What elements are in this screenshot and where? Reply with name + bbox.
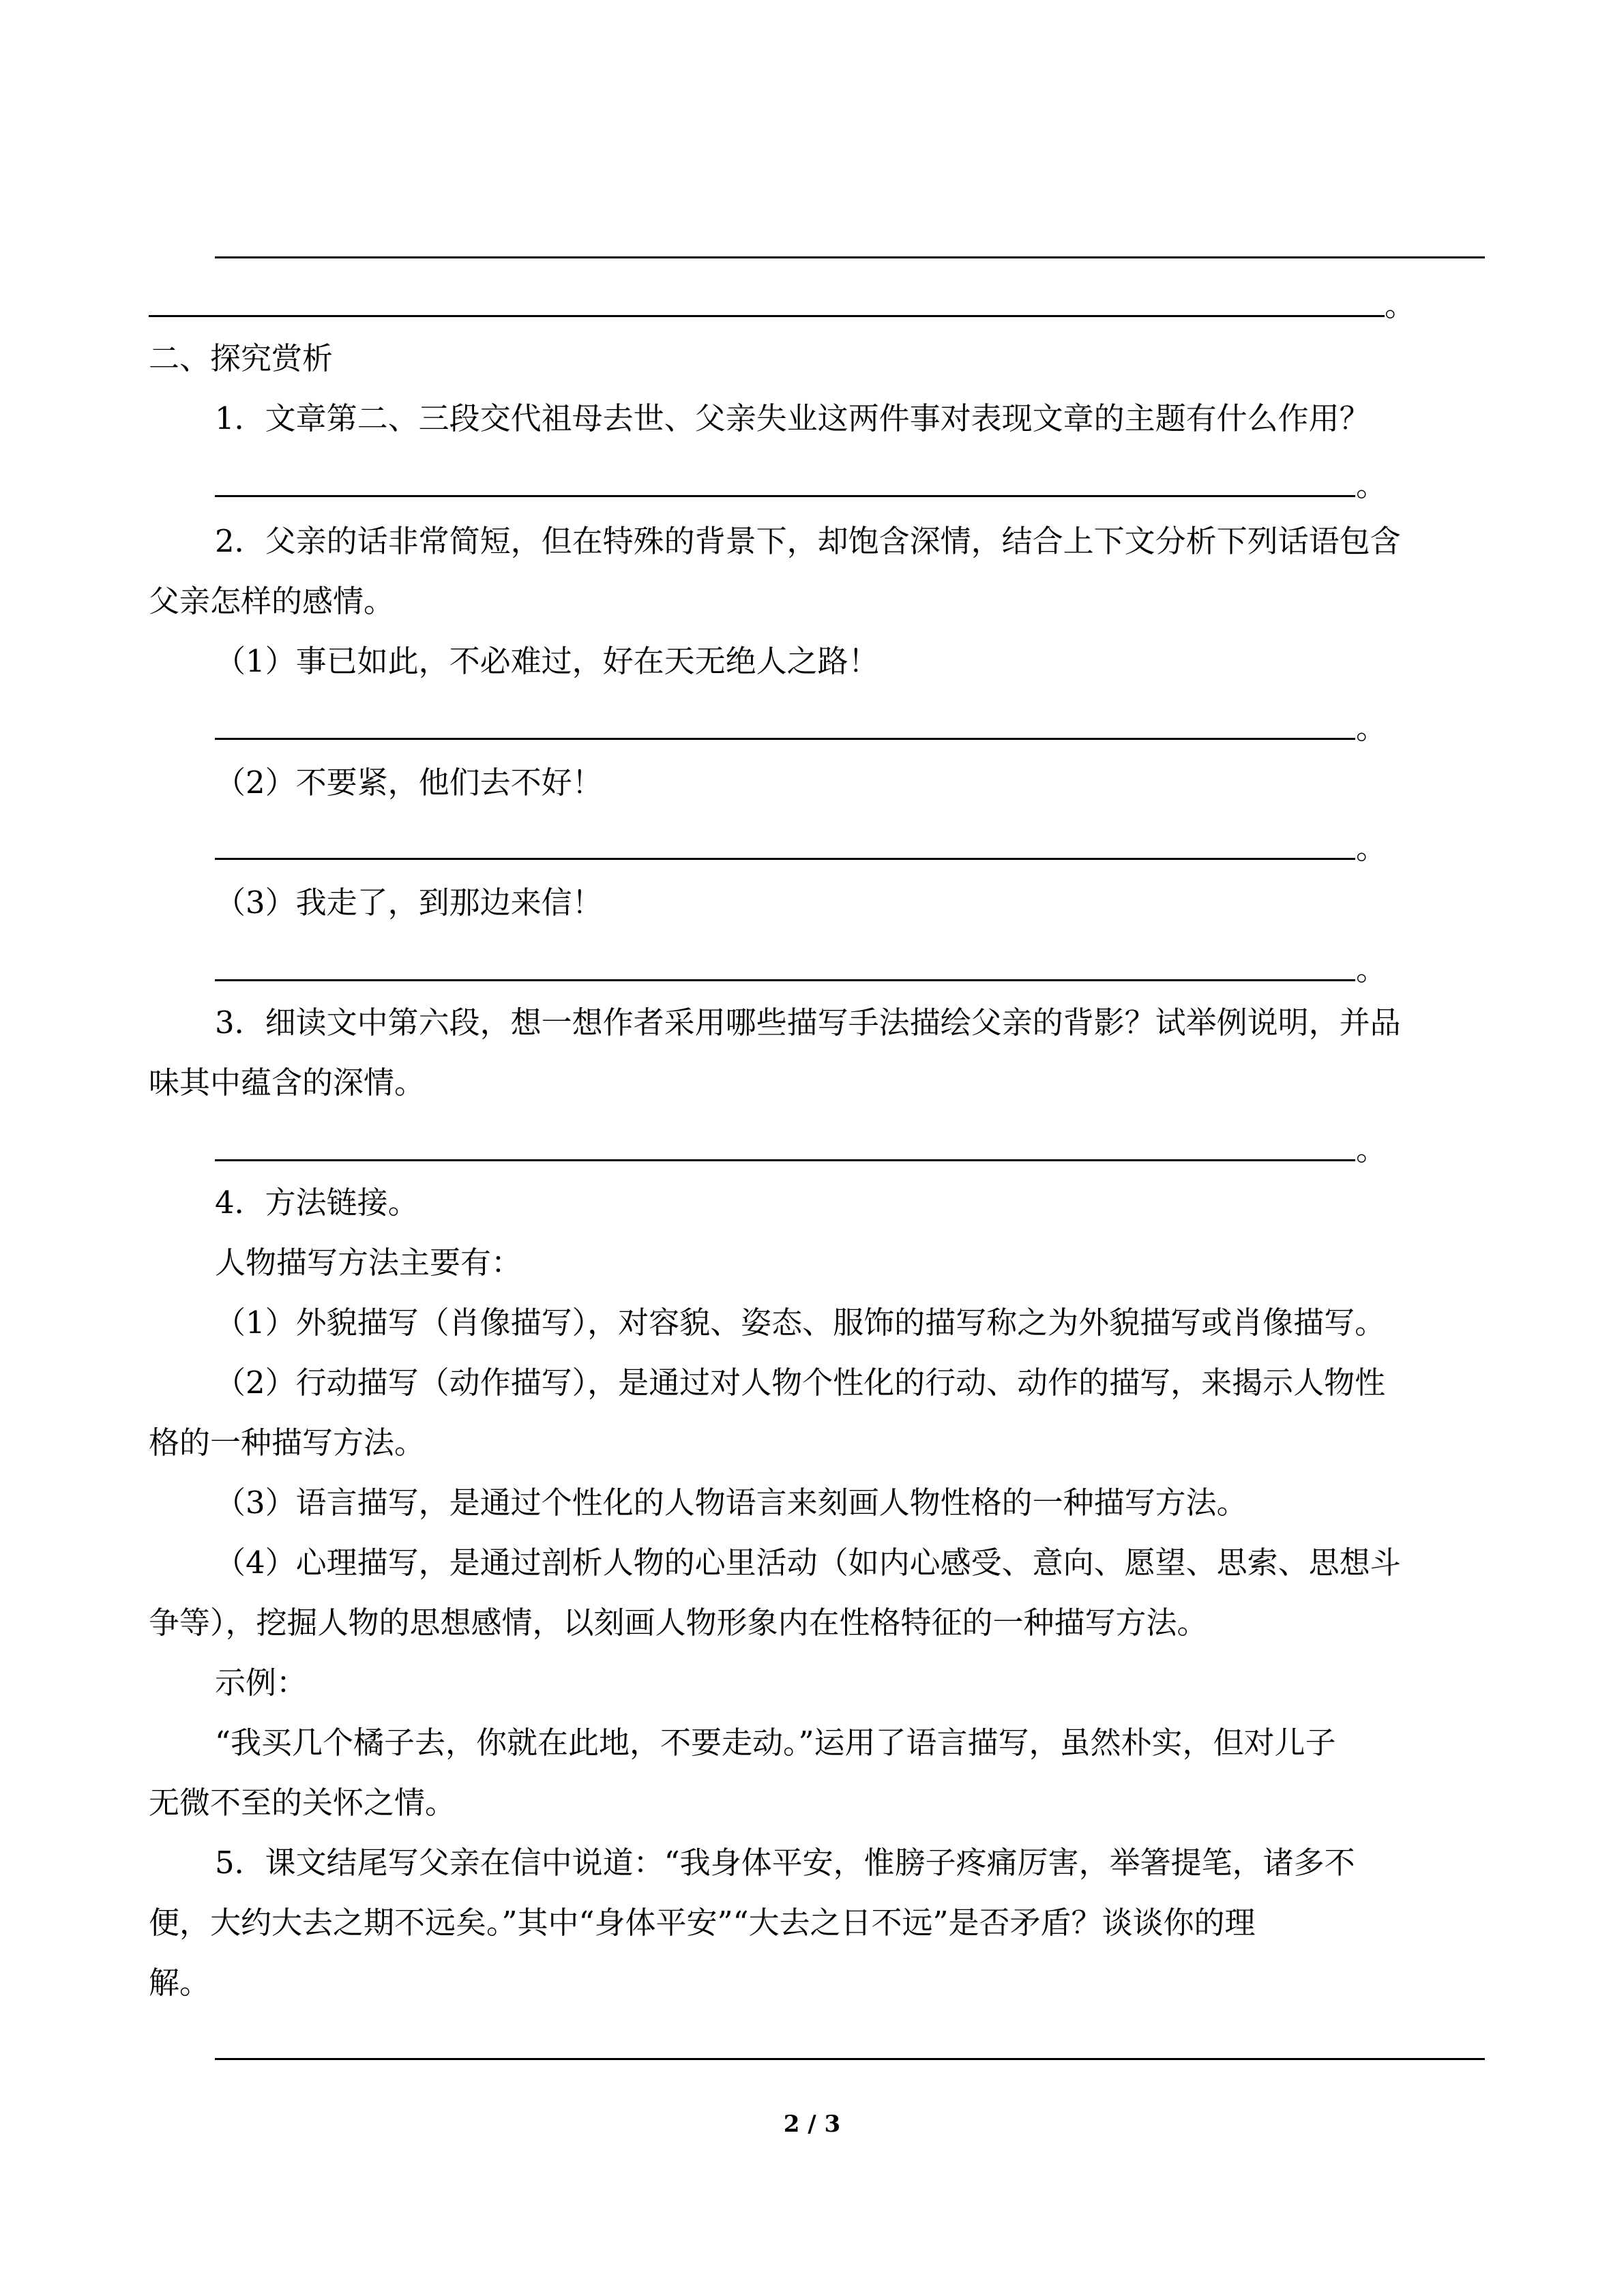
answer-line[interactable]: [215, 256, 1485, 258]
question-5-cont-2: 解。: [149, 1965, 211, 2001]
end-mark: 。: [1385, 287, 1416, 323]
question-2-sub-3: （3）我走了，到那边来信！: [215, 884, 603, 921]
answer-line[interactable]: [215, 858, 1355, 860]
question-3: 3．细读文中第六段，想一想作者采用哪些描写手法描绘父亲的背影？试举例说明，并品: [215, 1004, 1401, 1041]
question-5: 5．课文结尾写父亲在信中说道：“我身体平安，惟膀子疼痛厉害，举箸提笔，诸多不: [215, 1845, 1355, 1881]
answer-line[interactable]: [215, 738, 1355, 740]
answer-line[interactable]: [215, 495, 1355, 497]
question-2: 2．父亲的话非常简短，但在特殊的背景下，却饱含深情，结合上下文分析下列话语包含: [215, 523, 1401, 559]
method-2: （2）行动描写（动作描写），是通过对人物个性化的行动、动作的描写，来揭示人物性: [215, 1365, 1386, 1401]
end-mark: 。: [1356, 1131, 1387, 1167]
end-mark: 。: [1356, 951, 1387, 987]
question-1: 1．文章第二、三段交代祖母去世、父亲失业这两件事对表现文章的主题有什么作用？: [215, 400, 1370, 436]
end-mark: 。: [1356, 467, 1387, 503]
question-2-sub-1: （1）事已如此，不必难过，好在天无绝人之路！: [215, 643, 879, 679]
end-mark: 。: [1356, 710, 1387, 746]
method-2-cont: 格的一种描写方法。: [149, 1425, 426, 1461]
method-3: （3）语言描写，是通过个性化的人物语言来刻画人物性格的一种描写方法。: [215, 1485, 1247, 1521]
section-heading: 二、探究赏析: [149, 340, 334, 376]
example-text: “我买几个橘子去，你就在此地，不要走动。”运用了语言描写，虽然朴实，但对儿子: [215, 1725, 1336, 1761]
method-4: （4）心理描写，是通过剖析人物的心里活动（如内心感受、意向、愿望、思索、思想斗: [215, 1545, 1401, 1581]
method-4-cont: 争等），挖掘人物的思想感情，以刻画人物形象内在性格特征的一种描写方法。: [149, 1605, 1208, 1641]
method-intro: 人物描写方法主要有：: [215, 1244, 522, 1281]
question-3-cont: 味其中蕴含的深情。: [149, 1064, 426, 1101]
question-5-cont: 便，大约大去之期不远矣。”其中“身体平安”“大去之日不远”是否矛盾？谈谈你的理: [149, 1905, 1256, 1941]
end-mark: 。: [1356, 830, 1387, 866]
answer-line[interactable]: [215, 2058, 1485, 2060]
answer-line[interactable]: [149, 315, 1385, 317]
answer-line[interactable]: [215, 1159, 1355, 1161]
question-4-title: 4．方法链接。: [215, 1184, 419, 1221]
page-number: 2 / 3: [783, 2111, 841, 2138]
example-label: 示例：: [215, 1665, 308, 1701]
question-2-sub-2: （2）不要紧，他们去不好！: [215, 764, 603, 801]
method-1: （1）外貌描写（肖像描写），对容貌、姿态、服饰的描写称之为外貌描写或肖像描写。: [215, 1304, 1386, 1341]
answer-line[interactable]: [215, 979, 1355, 981]
question-2-cont: 父亲怎样的感情。: [149, 583, 395, 619]
example-text-cont: 无微不至的关怀之情。: [149, 1785, 456, 1821]
